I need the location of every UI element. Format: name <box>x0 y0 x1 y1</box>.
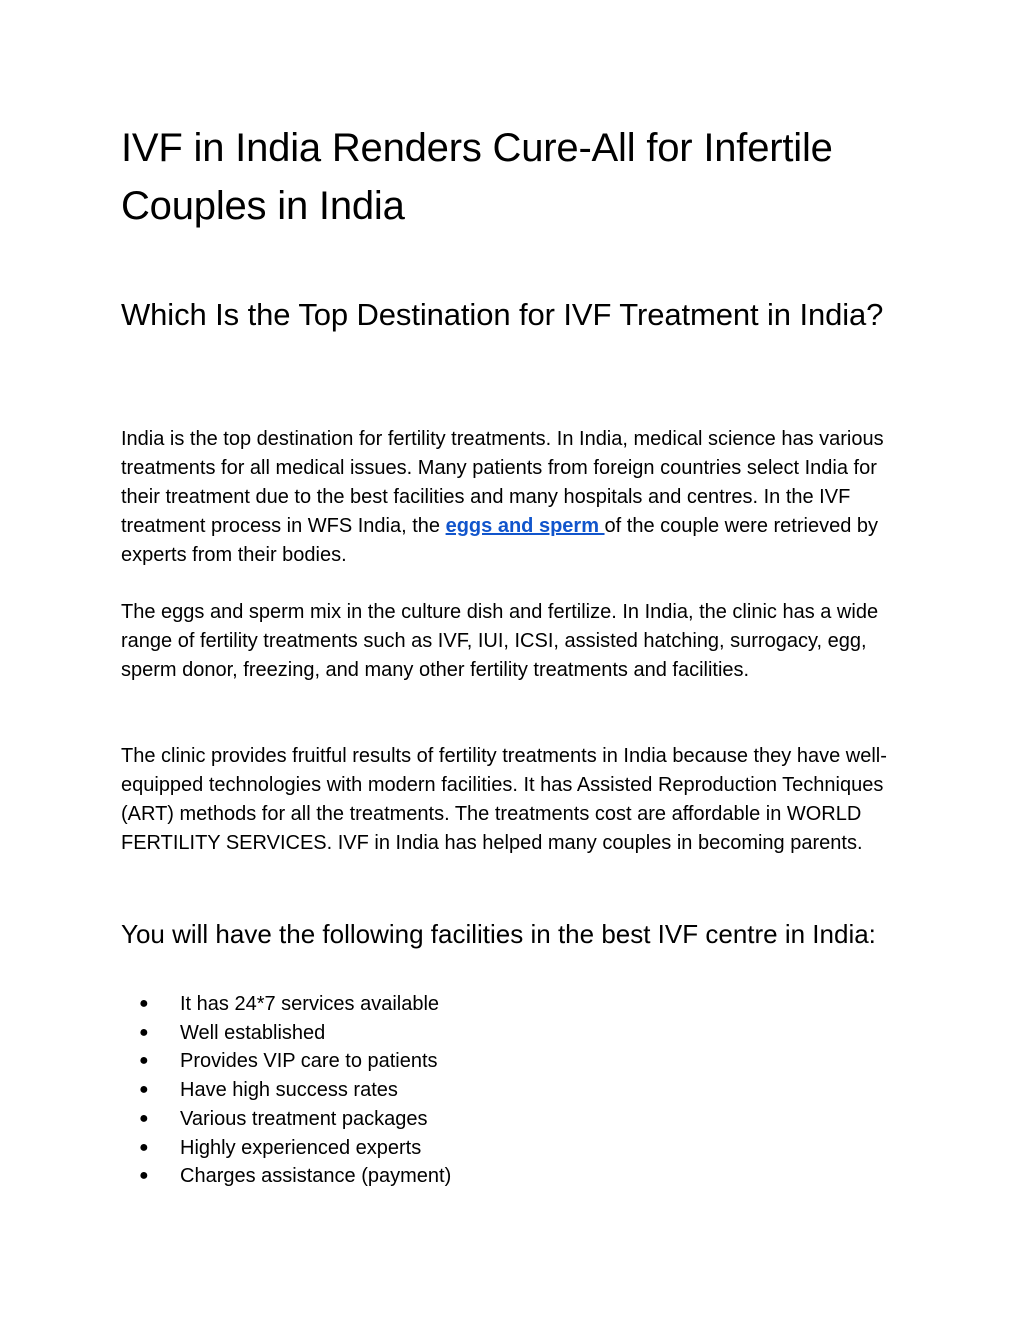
paragraph-intro-text-start: India is the top destination for fertility treatments. In India, medical science has various treatments for all medical issues. Many patients from foreign countries select India for their treatment due to the best facilities and many hospitals and centres. In the IVF treatment process in WFS India, the <box>121 428 884 537</box>
list-item-text: Highly experienced experts <box>180 1136 422 1159</box>
list-item <box>121 1134 451 1163</box>
bullet-icon: ● <box>139 1109 149 1127</box>
paragraph-intro <box>121 425 911 570</box>
list-item <box>121 990 451 1019</box>
bullet-icon: ● <box>139 1081 149 1099</box>
section-heading: Which Is the Top Destination for IVF Treatment in India? <box>121 297 884 332</box>
page-title: IVF in India Renders Cure-All for Infertile Couples in India <box>121 126 833 228</box>
bullet-icon: ● <box>139 1052 149 1070</box>
bullet-icon: ● <box>139 1167 149 1185</box>
list-item <box>121 1162 451 1191</box>
eggs-and-sperm-link[interactable]: eggs and sperm <box>445 515 605 537</box>
bullet-icon: ● <box>139 995 149 1012</box>
bullet-icon: ● <box>139 1023 149 1041</box>
bullet-icon: ● <box>139 1138 149 1156</box>
facilities-list <box>121 990 451 1191</box>
list-item-text: Various treatment packages <box>180 1107 428 1130</box>
list-item-text: Have high success rates <box>180 1079 398 1102</box>
list-item-text: Charges assistance (payment) <box>180 1165 452 1188</box>
facilities-heading: You will have the following facilities in the best IVF centre in India: <box>121 919 876 949</box>
paragraph-intro-text-end: of the couple were retrieved by experts from their bodies. <box>121 515 879 566</box>
list-item <box>121 1105 451 1134</box>
paragraph-results: The clinic provides fruitful results of fertility treatments in India because they have well-equipped technologies with modern facilities. It has Assisted Reproduction Techniques (ART) methods for all the treatments. The treatments cost are affordable in WORLD FERTILITY SERVICES. IVF in India has helped many couples in becoming parents. <box>121 745 887 854</box>
list-item <box>121 1019 451 1048</box>
list-item <box>121 1047 451 1076</box>
list-item-text: Well established <box>180 1021 326 1044</box>
list-item-text: Provides VIP care to patients <box>180 1050 438 1073</box>
list-item-text: It has 24*7 services available <box>180 993 440 1015</box>
paragraph-treatments: The eggs and sperm mix in the culture dish and fertilize. In India, the clinic has a wide range of fertility treatments such as IVF, IUI, ICSI, assisted hatching, surrogacy, egg, sperm donor, freezing, and many other fertility treatments and facilities. <box>121 601 879 681</box>
list-item <box>121 1076 451 1105</box>
